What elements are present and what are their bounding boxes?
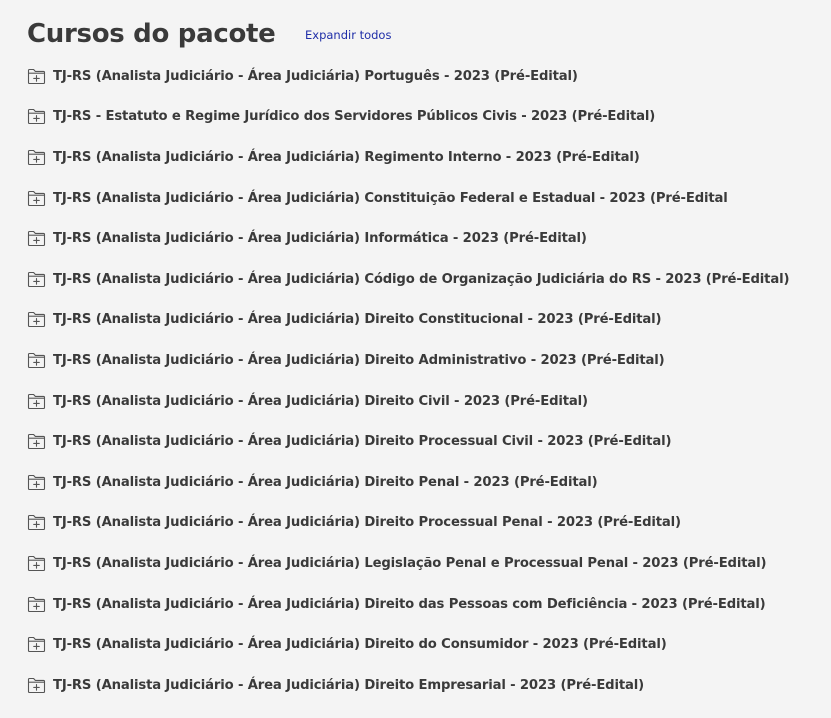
course-label: TJ-RS (Analista Judiciário - Área Judiciária) Direito das Pessoas com Deficiência - 2023 (Pré-Edital) [53, 596, 766, 612]
course-item[interactable] [27, 259, 827, 300]
folder-plus-icon [27, 311, 46, 328]
course-label: TJ-RS (Analista Judiciário - Área Judiciária) Direito Processual Penal - 2023 (Pré-Edital) [53, 515, 681, 531]
course-item[interactable] [27, 543, 827, 584]
folder-plus-icon [27, 555, 46, 572]
folder-plus-icon [27, 352, 46, 369]
course-item[interactable] [27, 340, 827, 381]
expand-all-link[interactable]: Expandir todos [305, 28, 392, 42]
course-item[interactable] [27, 218, 827, 259]
course-label: TJ-RS (Analista Judiciário - Área Judiciária) Regimento Interno - 2023 (Pré-Edital) [53, 149, 640, 165]
course-label: TJ-RS (Analista Judiciário - Área Judiciária) Informática - 2023 (Pré-Edital) [53, 231, 587, 247]
folder-plus-icon [27, 149, 46, 166]
course-label: TJ-RS (Analista Judiciário - Área Judiciária) Direito Processual Civil - 2023 (Pré-Edital) [53, 434, 672, 450]
course-label: TJ-RS (Analista Judiciário - Área Judiciária) Direito Administrativo - 2023 (Pré-Edital) [53, 352, 665, 368]
course-list [27, 56, 827, 706]
folder-plus-icon [27, 514, 46, 531]
folder-plus-icon [27, 393, 46, 410]
folder-plus-icon [27, 636, 46, 653]
folder-plus-icon [27, 474, 46, 491]
course-item[interactable] [27, 97, 827, 138]
course-label: TJ-RS (Analista Judiciário - Área Judiciária) Código de Organização Judiciária do RS - 2023 (Pré-Edital) [53, 271, 790, 287]
folder-plus-icon [27, 271, 46, 288]
course-label: TJ-RS (Analista Judiciário - Área Judiciária) Direito Civil - 2023 (Pré-Edital) [53, 393, 588, 409]
folder-plus-icon [27, 433, 46, 450]
course-label: TJ-RS (Analista Judiciário - Área Judiciária) Constituição Federal e Estadual - 2023 (Pré-Edital [53, 190, 728, 206]
panel-header [27, 16, 276, 52]
course-item[interactable] [27, 421, 827, 462]
course-item[interactable] [27, 584, 827, 625]
course-item[interactable] [27, 178, 827, 219]
course-label: TJ-RS (Analista Judiciário - Área Judiciária) Português - 2023 (Pré-Edital) [53, 68, 578, 84]
course-item[interactable] [27, 462, 827, 503]
course-label: TJ-RS (Analista Judiciário - Área Judiciária) Legislação Penal e Processual Penal - 2023 (Pré-Edital) [53, 555, 767, 571]
course-label: TJ-RS (Analista Judiciário - Área Judiciária) Direito do Consumidor - 2023 (Pré-Edital) [53, 637, 667, 653]
course-item[interactable] [27, 137, 827, 178]
folder-plus-icon [27, 108, 46, 125]
course-item[interactable] [27, 56, 827, 97]
course-label: TJ-RS (Analista Judiciário - Área Judiciária) Direito Constitucional - 2023 (Pré-Edital) [53, 312, 662, 328]
folder-plus-icon [27, 596, 46, 613]
course-label: TJ-RS (Analista Judiciário - Área Judiciária) Direito Penal - 2023 (Pré-Edital) [53, 474, 598, 490]
folder-plus-icon [27, 230, 46, 247]
course-label: TJ-RS (Analista Judiciário - Área Judiciária) Direito Empresarial - 2023 (Pré-Edital) [53, 677, 644, 693]
folder-plus-icon [27, 68, 46, 85]
course-item[interactable] [27, 503, 827, 544]
folder-plus-icon [27, 677, 46, 694]
course-item[interactable] [27, 300, 827, 341]
course-item[interactable] [27, 381, 827, 422]
course-item[interactable] [27, 665, 827, 706]
course-label: TJ-RS - Estatuto e Regime Jurídico dos Servidores Públicos Civis - 2023 (Pré-Edital) [53, 109, 656, 125]
folder-plus-icon [27, 190, 46, 207]
course-item[interactable] [27, 624, 827, 665]
page-title: Cursos do pacote [27, 19, 276, 49]
